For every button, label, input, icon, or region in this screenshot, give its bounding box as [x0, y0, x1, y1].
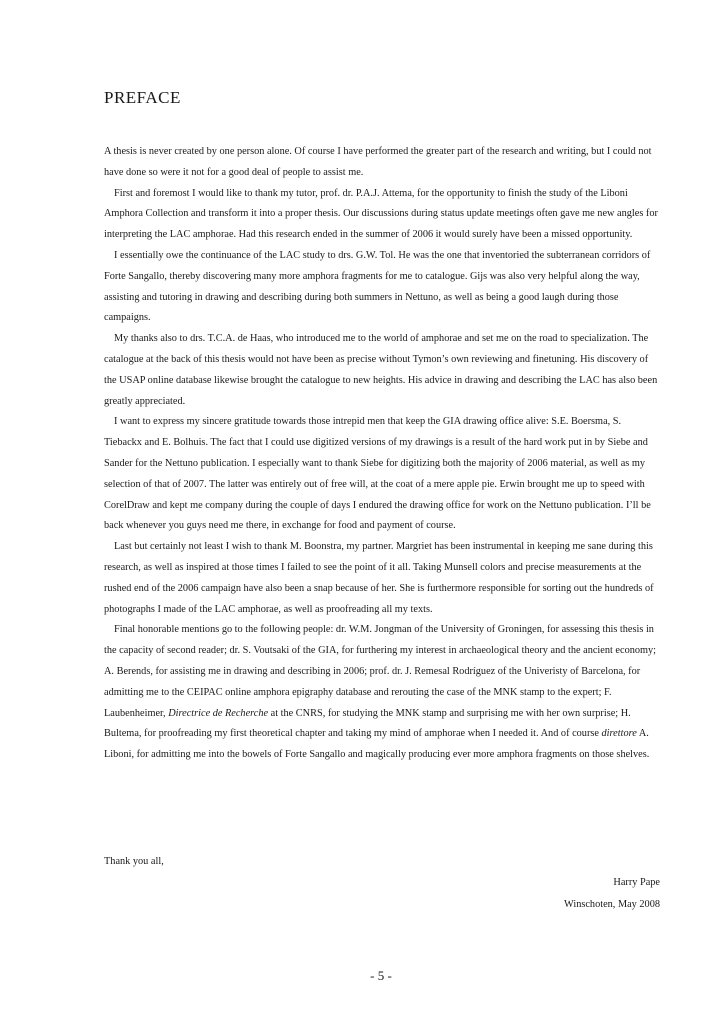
- page-title: PREFACE: [104, 88, 181, 107]
- final-text-2: at the CNRS, for studying the MNK stamp and surprising me with her own surprise; H. Bultema, for proofreading my first theoretical chapter and taking my mind of amphorae when I needed it. And of course: [104, 707, 631, 740]
- page-number: - 5 -: [370, 968, 392, 983]
- paragraph-tutor: First and foremost I would like to thank my tutor, prof. dr. P.A.J. Attema, for the opportunity to finish the study of the Liboni Amphora Collection and transform it into a proper thesis. Our discussions during status update meetings often gave me new angles for interpreting the LAC amphorae. Had this research ended in the summer of 2006 it would surely have been a missed opportunity.: [104, 187, 658, 241]
- paragraph-final-mentions: [104, 620, 660, 766]
- final-text-1: Final honorable mentions go to the following people: dr. W.M. Jongman of the University of Groningen, for assessing this thesis in the capacity of second reader; dr. S. Voutsaki of the GIA, for furthering my interest in archaeological theory and the ancient economy; A. Berends, for assisting me in drawing and describing in 2006; prof. dr. J. Remesal Rodríguez of the Univeristy of Barcelona, for admitting me to the CEIPAC online amphora epigraphy database and rerouting the case of the MNK stamp to the expert; F. Laubenheimer,: [104, 624, 657, 719]
- paragraph-intro: A thesis is never created by one person alone. Of course I have performed the greater part of the research and writing, but I could not have done so were it not for a good deal of people to assist me.: [104, 146, 652, 178]
- signature-name: Harry Pape: [613, 877, 660, 888]
- paragraph-drawing-office: I want to express my sincere gratitude towards those intrepid men that keep the GIA drawing office alive: S.E. Boersma, S. Tiebackx and E. Bolhuis. The fact that I could use digitized versions of my drawings is a result of the hard work put in by Siebe and Sander for the Nettuno publication. I especially want to thank Siebe for digitizing both the majority of 2006 material, as well as my selection of that of 2007. The latter was entirely out of free will, at the coat of a mere apple pie. Erwin brought me up to speed with CorelDraw and kept me company during the couple of days I endured the drawing office for work on the Nettuno publication. I’ll be back whenever you guys need me there, in exchange for food and payment of course.: [104, 416, 651, 532]
- final-text-3: A. Liboni, for admitting me into the bowels of Forte Sangallo and magically producing ever more amphora fragments on those shelves.: [104, 728, 650, 761]
- final-italic-2: direttore: [601, 728, 637, 740]
- paragraph-de-haas: My thanks also to drs. T.C.A. de Haas, who introduced me to the world of amphorae and set me on the road to specialization. The catalogue at the back of this thesis would not have been as precise without Tymon’s own reviewing and finetuning. His discovery of the USAP online database likewise brought the catalogue to new heights. His advice in drawing and describing the LAC has also been greatly appreciated.: [104, 333, 658, 407]
- paragraph-partner: Last but certainly not least I wish to thank M. Boonstra, my partner. Margriet has been instrumental in keeping me sane during this research, as well as inspired at those times I failed to see the point of it all. Taking Munsell colors and precise measurements at the rushed end of the 2006 campaign have also been a snap because of her. She is furthermore responsible for sorting out the hundreds of photographs I made of the LAC amphorae, as well as proofreading all my texts.: [104, 541, 654, 615]
- closing-line: Thank you all,: [104, 856, 164, 867]
- preface-body: [104, 142, 660, 766]
- paragraph-tol: I essentially owe the continuance of the LAC study to drs. G.W. Tol. He was the one that inventoried the subterranean corridors of Forte Sangallo, thereby discovering many more amphora fragments for me to catalogue. Gijs was also very helpful along the way, assisting and tutoring in drawing and describing during both summers in Nettuno, as well as being a good laugh during those campaigns.: [104, 249, 651, 324]
- final-italic-1: Directrice de Recherche: [168, 707, 269, 719]
- signature-place-date: Winschoten, May 2008: [564, 899, 660, 910]
